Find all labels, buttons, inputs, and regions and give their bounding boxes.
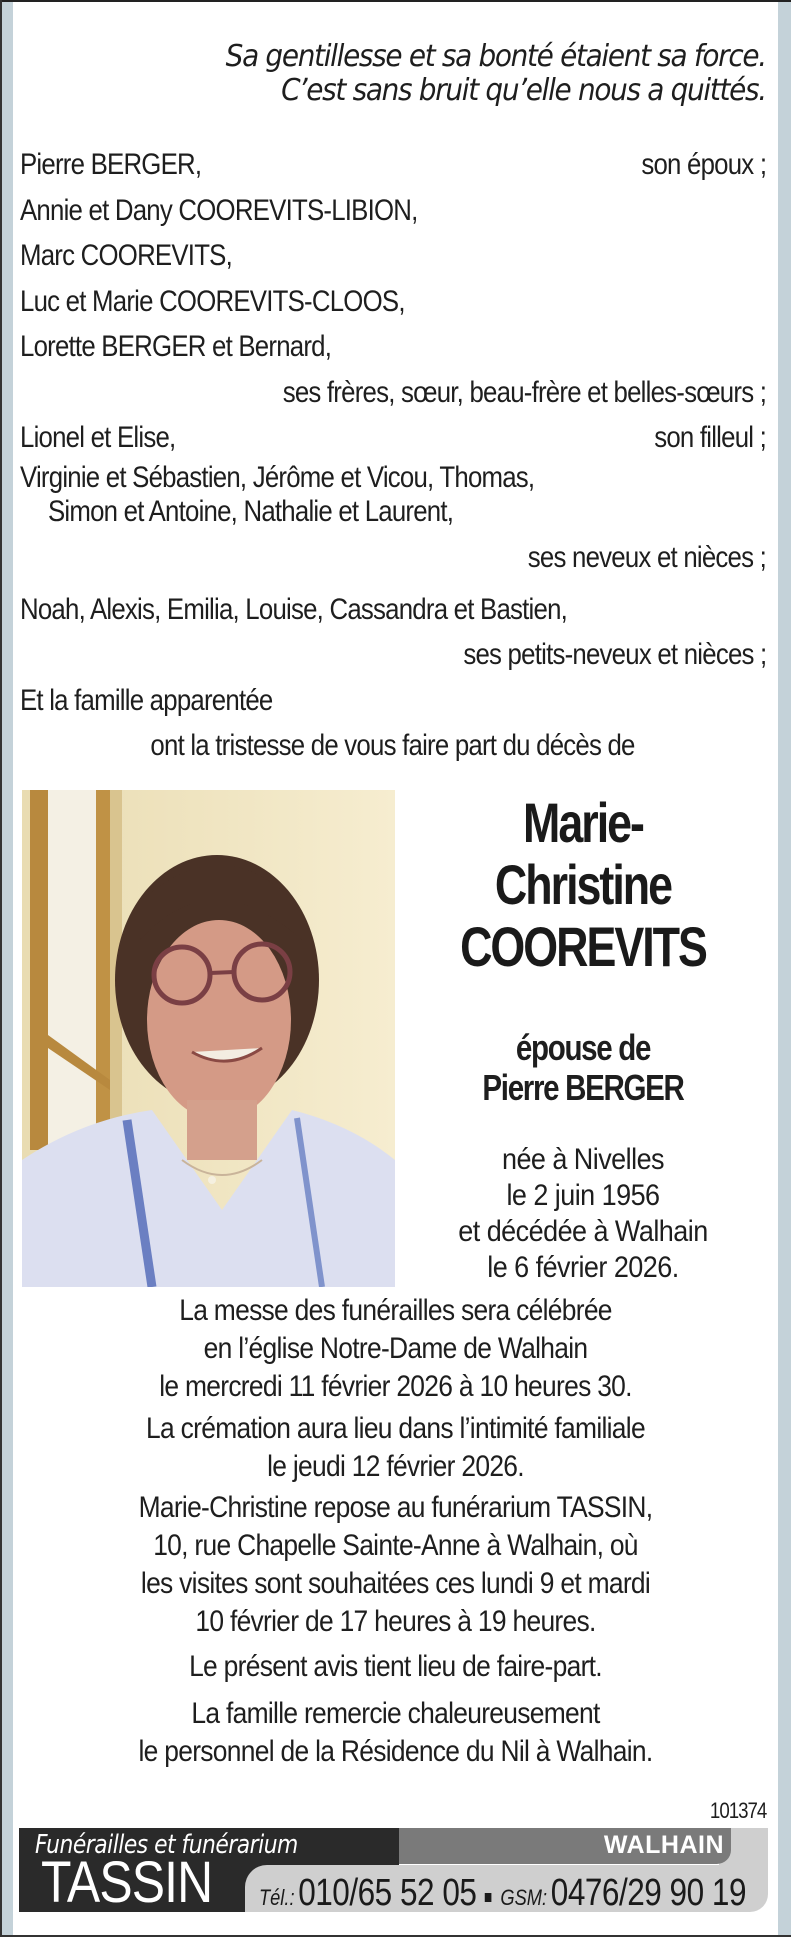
paragraph-line: le mercredi 11 février 2026 à 10 heures 30. (159, 1370, 632, 1403)
spouse-info (388, 1028, 778, 1108)
family-row (20, 233, 766, 279)
paragraph-line: le personnel de la Résidence du Nil à Walhain. (138, 1735, 653, 1768)
funeral-home-name: TASSIN (41, 1850, 213, 1915)
funeral-home-tagline: Funérailles et funérarium (35, 1830, 298, 1860)
date-line: née à Nivelles (501, 1143, 665, 1176)
deceased-name (388, 792, 778, 978)
paragraph-line: Le présent avis tient lieu de faire-part. (189, 1650, 602, 1683)
family-member: Simon et Antoine, Nathalie et Laurent, (48, 494, 454, 528)
family-row (20, 188, 766, 234)
spouse-line: épouse de (515, 1027, 651, 1068)
right-margin-strip (778, 2, 791, 1935)
notice-statement (13, 1648, 778, 1686)
paragraph-line: La famille remercie chaleureusement (191, 1697, 600, 1730)
paragraph-line: Marie-Christine repose au funérarium TASSIN, (138, 1491, 653, 1524)
funeral-mass-info (13, 1292, 778, 1406)
family-row (20, 415, 766, 461)
paragraph-line: en l’église Notre-Dame de Walhain (203, 1332, 588, 1365)
quote-line: Sa gentillesse et sa bonté étaient sa force. (225, 39, 766, 74)
funeral-home-city: WALHAIN (603, 1831, 724, 1859)
gsm-label: GSM: (500, 1885, 548, 1910)
paragraph-line: La messe des funérailles sera célébrée (179, 1294, 612, 1327)
tel-label: Tél.: (259, 1885, 295, 1910)
contact-info (259, 1872, 746, 1915)
date-line: et décédée à Walhain (458, 1215, 708, 1248)
paragraph-line: les visites sont souhaitées ces lundi 9 et mardi (140, 1567, 651, 1600)
relation-label: son époux ; (641, 148, 766, 181)
family-row (20, 461, 766, 495)
birth-death-info (388, 1142, 778, 1286)
family-member: Annie et Dany COOREVITS-LIBION, (20, 193, 418, 227)
family-member: Lorette BERGER et Bernard, (20, 330, 332, 363)
family-row (20, 678, 766, 724)
announcement-text: ont la tristesse de vous faire part du décès de (150, 729, 636, 762)
date-line: le 6 février 2026. (487, 1251, 679, 1284)
portrait-image (22, 790, 395, 1287)
relation-label: ses frères, sœur, beau-frère et belles-sœurs ; (282, 375, 766, 409)
family-list (20, 142, 766, 769)
separator-square-icon (485, 1893, 492, 1902)
cremation-info (13, 1410, 778, 1486)
family-member: Pierre BERGER, (20, 148, 202, 181)
family-row (20, 142, 766, 188)
epitaph-quote (226, 40, 766, 108)
family-member: Et la famille apparentée (20, 683, 273, 717)
family-row (20, 529, 766, 587)
paragraph-line: 10 février de 17 heures à 19 heures. (195, 1605, 596, 1638)
family-member: Marc COOREVITS, (20, 239, 233, 272)
name-line: Christine (494, 853, 672, 916)
family-row (20, 324, 766, 370)
quote-line: C’est sans bruit qu’elle nous a quittés. (281, 73, 766, 108)
funeral-home-banner (19, 1828, 768, 1915)
name-line: COOREVITS (460, 915, 706, 978)
family-row (20, 632, 766, 678)
obituary-notice (13, 2, 778, 1935)
thanks-message (13, 1695, 778, 1771)
announcement-row (20, 723, 766, 769)
relation-label: son filleul ; (654, 421, 766, 454)
family-row (20, 279, 766, 325)
visitation-info (13, 1489, 778, 1641)
paragraph-line: 10, rue Chapelle Sainte-Anne à Walhain, où (153, 1529, 638, 1562)
family-row (20, 370, 766, 416)
family-member: Virginie et Sébastien, Jérôme et Vicou, Thomas, (20, 460, 535, 494)
family-row (20, 495, 766, 529)
relation-label: ses petits-neveux et nièces ; (462, 638, 766, 671)
left-margin-strip (2, 2, 13, 1935)
tel-number[interactable]: 010/65 52 05 (298, 1872, 477, 1914)
spouse-line: Pierre BERGER (482, 1067, 684, 1108)
family-member: Luc et Marie COOREVITS-CLOOS, (20, 284, 405, 318)
family-row (20, 587, 766, 633)
family-member: Lionel et Elise, (20, 421, 176, 454)
date-line: le 2 juin 1956 (506, 1179, 660, 1212)
paragraph-line: le jeudi 12 février 2026. (267, 1450, 524, 1483)
name-line: Marie- (523, 791, 643, 854)
relation-label: ses neveux et nièces ; (527, 540, 766, 574)
reference-number: 101374 (709, 1798, 766, 1823)
gsm-number[interactable]: 0476/29 90 19 (550, 1872, 747, 1914)
paragraph-line: La crémation aura lieu dans l’intimité familiale (146, 1412, 645, 1445)
family-member: Noah, Alexis, Emilia, Louise, Cassandra et Bastien, (20, 592, 568, 626)
deceased-photo (22, 790, 395, 1287)
